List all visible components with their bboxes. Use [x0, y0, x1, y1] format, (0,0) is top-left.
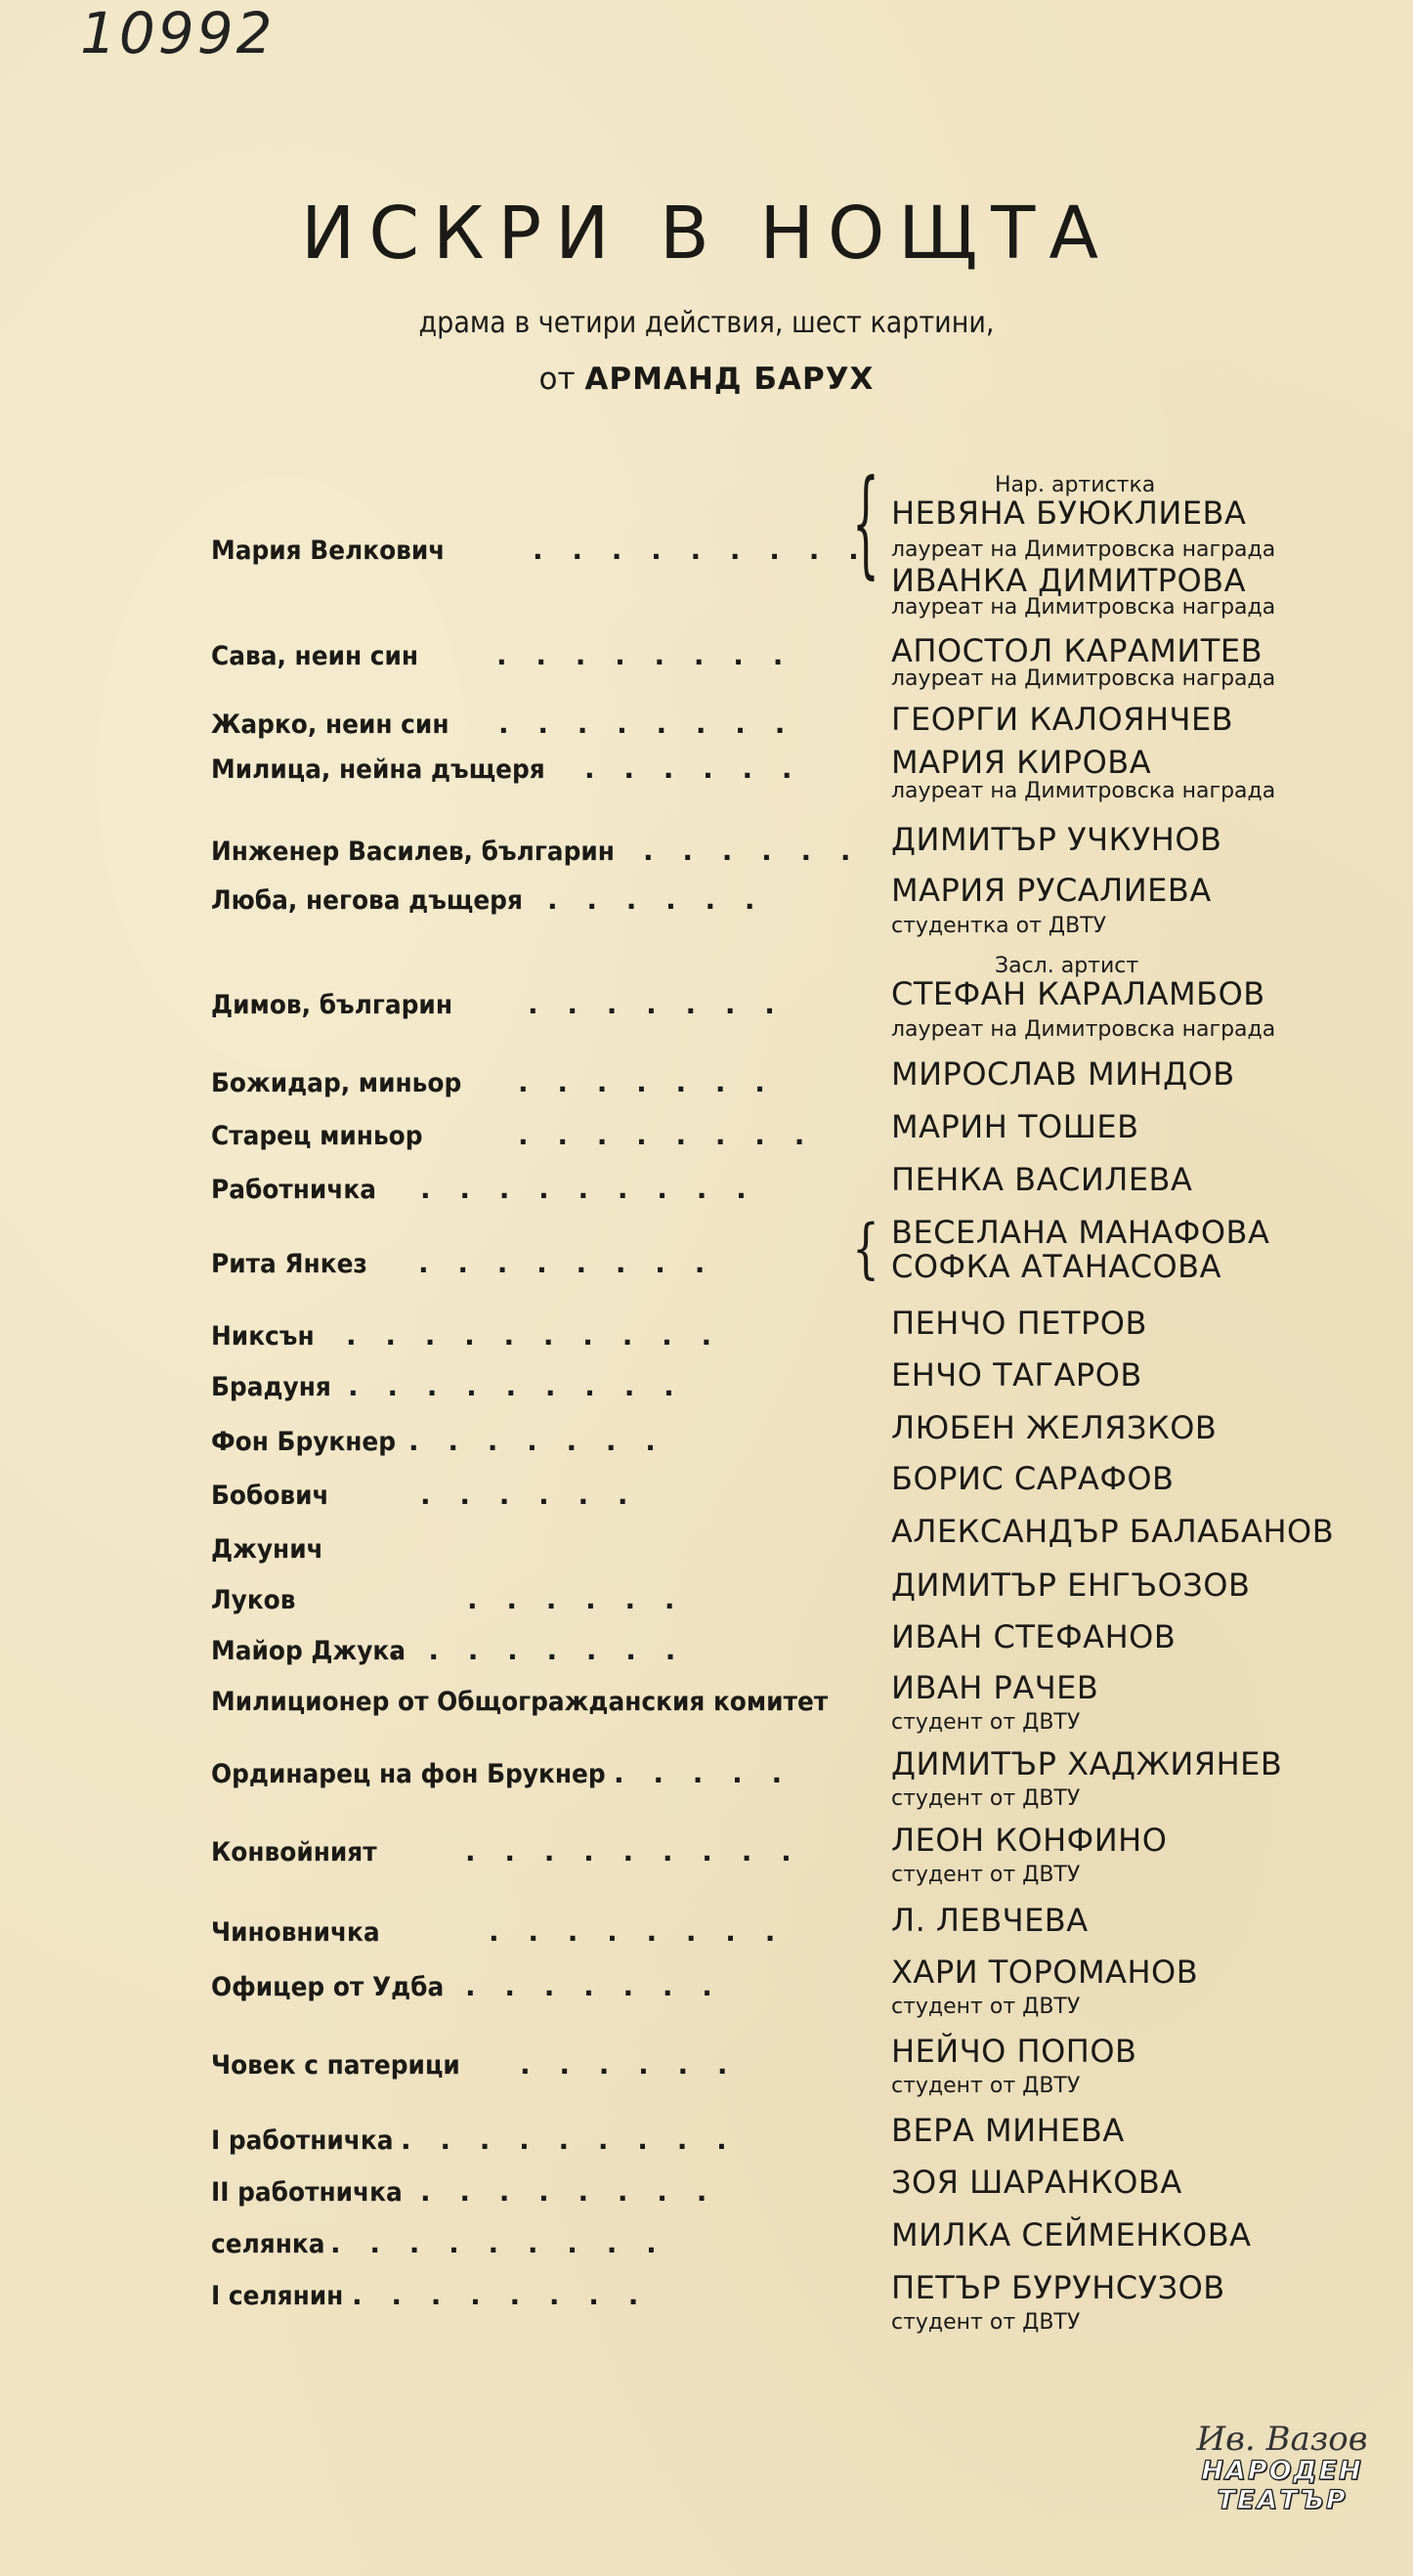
cast-role: I селянин [211, 2281, 344, 2311]
leader-dots: . . . . . . . . [496, 639, 793, 671]
leader-dots: . . . . . . . . . [533, 534, 869, 566]
leader-dots: . . . . . . . . [418, 1247, 715, 1279]
leader-dots: . . . . . . . . . [330, 2227, 666, 2259]
leader-dots: . . . . . . . . [420, 2175, 717, 2208]
cast-role: Мария Велкович [211, 536, 446, 566]
leader-dots: . . . . . . . . . [420, 1173, 756, 1205]
leader-dots: . . . . . . . [528, 988, 785, 1020]
leader-dots: . . . . . . . . . [401, 2124, 737, 2156]
play-title: ИСКРИ В НОЩТА [300, 192, 1112, 276]
actor-note: лауреат на Димитровска награда [891, 666, 1276, 691]
cast-role: Люба, негова дъщеря [211, 885, 523, 916]
leader-dots: . . . . . . [584, 752, 802, 785]
cast-role: Старец миньор [211, 1121, 423, 1151]
actor-name: ПЕТЪР БУРУНСУЗОВ [891, 2269, 1225, 2306]
actor-name: ГЕОРГИ КАЛОЯНЧЕВ [891, 701, 1234, 738]
actor-name: ИВАН СТЕФАНОВ [891, 1618, 1177, 1655]
actor-note: студент от ДВТУ [891, 1786, 1081, 1811]
cast-role: Брадуня [211, 1372, 331, 1402]
actor-name: МИЛКА СЕЙМЕНКОВА [891, 2216, 1252, 2254]
leader-dots: . . . . . . [520, 2048, 738, 2081]
archive-number: 10992 [80, 0, 276, 66]
actor-name: ВЕСЕЛАНА МАНАФОВА [891, 1214, 1270, 1251]
cast-role: Ординарец на фон Брукнер [211, 1759, 606, 1789]
cast-role: Човек с патерици [211, 2050, 460, 2081]
actor-name: НЕВЯНА БУЮКЛИЕВА [891, 494, 1247, 532]
honorary-title: Нар. артистка [995, 473, 1156, 497]
cast-role: Инженер Василев, българин [211, 837, 615, 867]
honorary-title: Засл. артист [995, 954, 1139, 978]
actor-note: студент от ДВТУ [891, 2310, 1081, 2335]
actor-note: лауреат на Димитровска награда [891, 779, 1276, 803]
cast-role: Луков [211, 1585, 296, 1615]
actor-note: лауреат на Димитровска награда [891, 537, 1276, 562]
cast-role: Рита Янкез [211, 1249, 367, 1279]
leader-dots: . . . . . . . [465, 1970, 722, 2002]
actor-name: ПЕНКА ВАСИЛЕВА [891, 1161, 1193, 1198]
leader-dots: . . . . . . . . . [465, 1835, 801, 1868]
author-line [0, 362, 1413, 397]
logo-signature: Ив. Вазов [1196, 2420, 1368, 2459]
leader-dots: . . . . . . . . . . [346, 1319, 722, 1352]
actor-name: ЛЮБЕН ЖЕЛЯЗКОВ [891, 1409, 1218, 1446]
actor-name: ИВАНКА ДИМИТРОВА [891, 562, 1246, 599]
actor-name: НЕЙЧО ПОПОВ [891, 2033, 1137, 2070]
alternate-cast-brace: { [852, 456, 879, 592]
cast-role: Милица, нейна дъщеря [211, 754, 545, 785]
cast-role: Майор Джука [211, 1636, 407, 1666]
actor-note: лауреат на Димитровска награда [891, 1017, 1276, 1042]
actor-note: студент от ДВТУ [891, 1995, 1081, 2019]
leader-dots: . . . . . . [420, 1479, 638, 1511]
actor-name: ИВАН РАЧЕВ [891, 1669, 1099, 1706]
actor-name: ХАРИ ТОРОМАНОВ [891, 1953, 1199, 1991]
leader-dots: . . . . . . . . . [348, 1370, 684, 1402]
leader-dots: . . . . . . . . [389, 1634, 686, 1666]
actor-name: МИРОСЛАВ МИНДОВ [891, 1055, 1235, 1093]
logo-line-2: ТЕАТЪР [1217, 2485, 1348, 2515]
cast-role: Милиционер от Общогражданския комитет [211, 1687, 829, 1717]
alternate-cast-brace: { [852, 1212, 879, 1287]
leader-dots: . . . . . . . . [498, 708, 795, 740]
actor-name: СТЕФАН КАРАЛАМБОВ [891, 975, 1265, 1012]
actor-name: СОФКА АТАНАСОВА [891, 1248, 1222, 1285]
actor-name: ДИМИТЪР ХАДЖИЯНЕВ [891, 1745, 1283, 1782]
actor-name: ЗОЯ ШАРАНКОВА [891, 2164, 1182, 2201]
actor-name: МАРИЯ КИРОВА [891, 744, 1152, 781]
leader-dots: . . . . . . . [518, 1066, 775, 1098]
cast-role: Божидар, миньор [211, 1068, 462, 1098]
leader-dots: . . . . . . [467, 1583, 685, 1615]
cast-role: Никсън [211, 1321, 315, 1352]
play-subtitle: драма в четири действия, шест картини, [418, 306, 995, 340]
actor-name: МАРИЯ РУСАЛИЕВА [891, 872, 1212, 909]
cast-role: Фон Брукнер [211, 1427, 397, 1457]
leader-dots: . . . . . . . . [489, 1915, 786, 1948]
actor-name: Л. ЛЕВЧЕВА [891, 1902, 1089, 1939]
actor-name: МАРИН ТОШЕВ [891, 1108, 1139, 1145]
actor-name: ВЕРА МИНЕВА [891, 2112, 1125, 2149]
leader-dots: . . . . . [614, 1757, 792, 1789]
actor-note: студент от ДВТУ [891, 1863, 1081, 1887]
actor-name: ДИМИТЪР УЧКУНОВ [891, 821, 1222, 858]
cast-role: Жарко, неин син [211, 709, 450, 740]
leader-dots: . . . . . . [643, 835, 861, 867]
logo-line-1: НАРОДЕН [1201, 2456, 1363, 2486]
actor-name: БОРИС САРАФОВ [891, 1460, 1175, 1497]
leader-dots: . . . . . . . . [352, 2279, 649, 2311]
actor-name: ЛЕОН КОНФИНО [891, 1822, 1168, 1859]
cast-role: Чиновничка [211, 1917, 380, 1948]
cast-role: Сава, неин син [211, 641, 419, 671]
leader-dots: . . . . . . [547, 883, 765, 916]
cast-role: Конвойният [211, 1837, 377, 1868]
author-prefix: от [538, 362, 576, 397]
cast-role: селянка [211, 2229, 325, 2259]
leader-dots: . . . . . . . [408, 1425, 665, 1457]
actor-note: студент от ДВТУ [891, 1710, 1081, 1735]
actor-note: студентка от ДВТУ [891, 914, 1107, 938]
author-name: АРМАНД БАРУХ [584, 362, 875, 397]
leader-dots: . . . . . . . . [518, 1119, 815, 1151]
actor-name: ЕНЧО ТАГАРОВ [891, 1356, 1142, 1394]
actor-name: ПЕНЧО ПЕТРОВ [891, 1305, 1147, 1342]
national-theatre-logo [1194, 2422, 1370, 2539]
actor-name: ДИМИТЪР ЕНГЪОЗОВ [891, 1567, 1251, 1604]
actor-note: студент от ДВТУ [891, 2074, 1081, 2098]
cast-role: Бобович [211, 1481, 329, 1511]
cast-role: Димов, българин [211, 990, 453, 1020]
cast-role: II работничка [211, 2177, 403, 2208]
cast-role: I работничка [211, 2125, 394, 2156]
cast-role: Джунич [211, 1534, 323, 1565]
cast-role: Работничка [211, 1175, 377, 1205]
cast-role: Офицер от Удба [211, 1972, 445, 2002]
actor-name: АЛЕКСАНДЪР БАЛАБАНОВ [891, 1513, 1335, 1550]
actor-name: АПОСТОЛ КАРАМИТЕВ [891, 632, 1263, 669]
actor-note: лауреат на Димитровска награда [891, 595, 1276, 620]
